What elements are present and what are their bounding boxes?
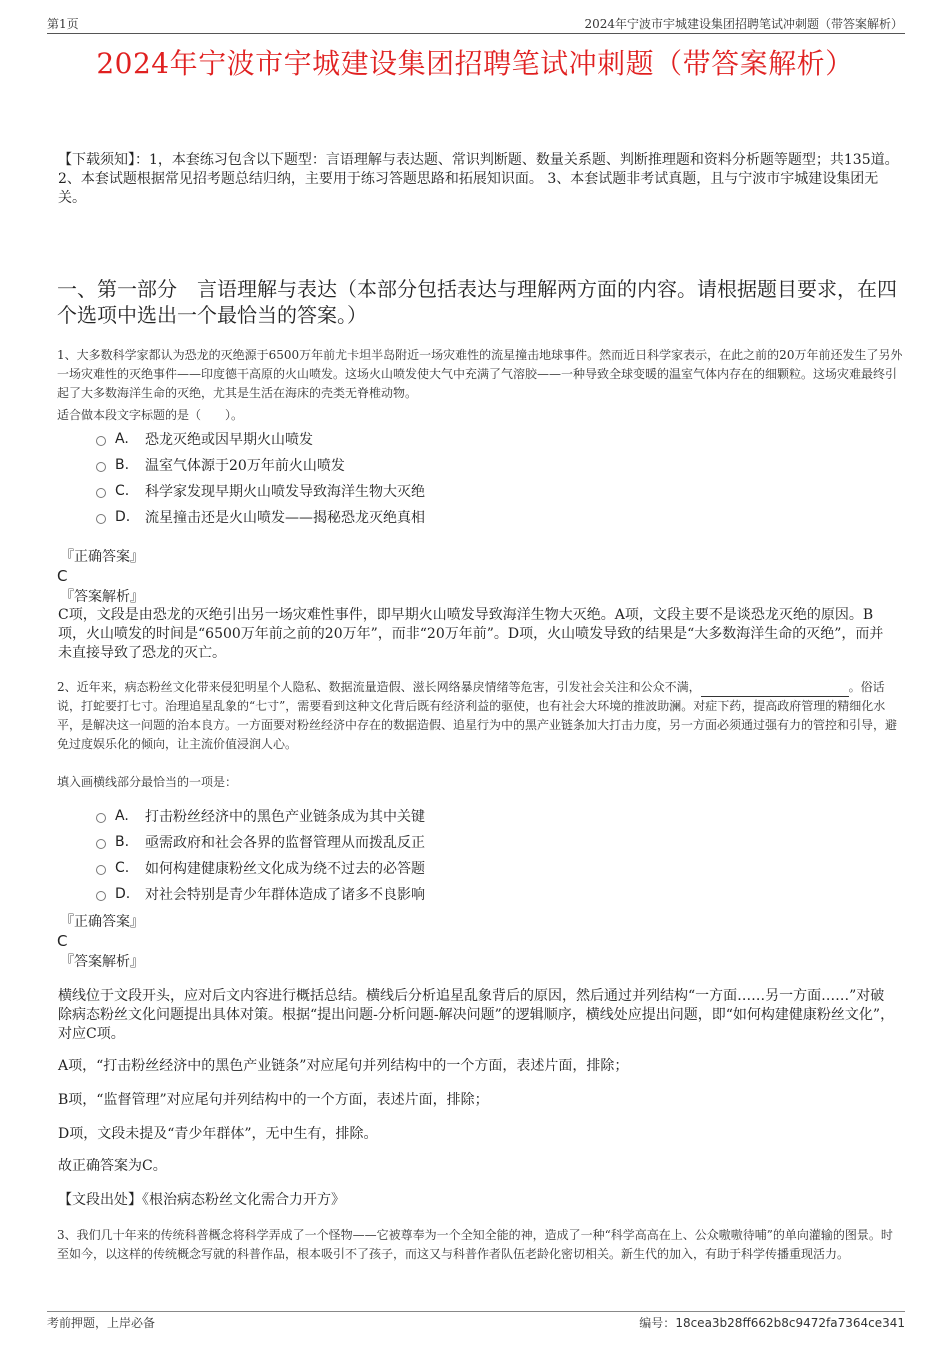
option-letter: A. [115, 808, 129, 824]
header-doc-title: 2024年宁波市宇城建设集团招聘笔试冲刺题（带答案解析） [584, 17, 903, 31]
option-letter: C. [115, 483, 130, 499]
question-2-conclusion: 故正确答案为C。 [58, 1158, 167, 1174]
option-b[interactable] [96, 829, 425, 855]
radio-icon[interactable] [96, 436, 106, 446]
correct-answer-value: C [57, 567, 68, 585]
radio-icon[interactable] [96, 891, 106, 901]
question-2-prompt: 填入画横线部分最恰当的一项是： [57, 775, 238, 789]
option-text: 科学家发现早期火山喷发导致海洋生物大灭绝 [145, 484, 425, 500]
analysis-label: 『答案解析』 [60, 589, 144, 605]
fill-blank [701, 684, 849, 697]
option-letter: B. [115, 834, 130, 850]
radio-icon[interactable] [96, 865, 106, 875]
correct-answer-label: 『正确答案』 [60, 549, 144, 565]
option-d[interactable] [96, 881, 425, 907]
page-number: 第1页 [47, 17, 79, 31]
option-d[interactable] [96, 504, 425, 530]
footer-code-label: 编号： [639, 1316, 676, 1330]
option-letter: D. [115, 886, 131, 902]
question-2-stem-before: 2、近年来，病态粉丝文化带来侵犯明星个人隐私、数据流量造假、滋长网络暴戾情绪等危害，引发社会关注和公众不满， [57, 680, 701, 694]
footer-divider [47, 1311, 905, 1312]
radio-icon[interactable] [96, 462, 106, 472]
correct-answer-label: 『正确答案』 [60, 914, 144, 930]
footer-code [639, 1314, 905, 1331]
option-text: 亟需政府和社会各界的监督管理从而拨乱反正 [145, 835, 425, 851]
question-1-options [96, 426, 425, 530]
option-letter: C. [115, 860, 130, 876]
option-text: 流星撞击还是火山喷发——揭秘恐龙灭绝真相 [145, 510, 425, 526]
radio-icon[interactable] [96, 514, 106, 524]
footer-code-value: 18cea3b28ff662b8c9472fa7364ce341 [675, 1316, 905, 1330]
option-b[interactable] [96, 452, 425, 478]
question-2-stem-after: 。俗话说，打蛇要打七寸。治理追星乱象的“七寸”，需要看到这种文化背后既有经济利益的驱使，也有社会大环境的推波助澜。对症下药，提高政府管理的精细化水平，是解决这一问题的治本良方。一方面要对粉丝经济中存在的数据造假、追星行为中的黑产业链条加大打击力度，另一方面必须通过强有力的管控和引导，避免过度娱乐化的倾向，让主流价值浸润人心。 [57, 680, 898, 751]
download-notice: 【下载须知】：1，本套练习包含以下题型：言语理解与表达题、常识判断题、数量关系题、判断推理题和资料分析题等题型；共135道。 2、本套试题根据常见招考题总结归纳，主要用于练习答题思路和拓展知识面。 3、本套试题非考试真题，且与宁波市宇城建设集团无关。 [58, 152, 899, 206]
option-letter: A. [115, 431, 129, 447]
question-3-stem: 3、我们几十年来的传统科普概念将科学弄成了一个怪物——它被尊奉为一个全知全能的神，造成了一种“科学高高在上、公众嗷嗷待哺”的单向灌输的图景。时至如今，以这样的传统概念写就的科普作品，根本吸引不了孩子，而这又与科普作者队伍老龄化密切相关。新生代的加入，有助于科学传播重现活力。 [57, 1228, 893, 1261]
option-a[interactable] [96, 426, 425, 452]
analysis-label: 『答案解析』 [60, 954, 144, 970]
radio-icon[interactable] [96, 488, 106, 498]
page-title: 2024年宁波市宇城建设集团招聘笔试冲刺题（带答案解析） [96, 47, 854, 80]
correct-answer-value: C [57, 932, 68, 950]
question-1-stem: 1、大多数科学家都认为恐龙的灭绝源于6500万年前尤卡坦半岛附近一场灾难性的流星撞击地球事件。然而近日科学家表示，在此之前的20万年前还发生了另外一场灾难性的灭绝事件——印度德干高原的火山喷发。这场火山喷发使大气中充满了气溶胶——一种导致全球变暖的温室气体内存在的细颗粒。这场灾难最终引起了大多数海洋生命的灭绝，尤其是生活在海床的壳类无脊椎动物。 [57, 348, 903, 400]
option-text: 对社会特别是青少年群体造成了诸多不良影响 [145, 887, 425, 903]
question-2-explanation-d: D项，文段未提及“青少年群体”，无中生有，排除。 [58, 1126, 378, 1142]
option-c[interactable] [96, 478, 425, 504]
option-letter: B. [115, 457, 130, 473]
option-text: 温室气体源于20万年前火山喷发 [145, 458, 345, 474]
option-text: 打击粉丝经济中的黑色产业链条成为其中关键 [145, 809, 425, 825]
option-text: 恐龙灭绝或因早期火山喷发 [145, 432, 313, 448]
question-2-explanation-main: 横线位于文段开头，应对后文内容进行概括总结。横线后分析追星乱象背后的原因，然后通过并列结构“一方面……另一方面……”对破除病态粉丝文化问题提出具体对策。根据“提出问题-分析问题-解决问题”的逻辑顺序，横线处应提出问题，即“如何构建健康粉丝文化”，对应C项。 [58, 988, 895, 1042]
question-2-explanation-a: A项，“打击粉丝经济中的黑色产业链条”对应尾句并列结构中的一个方面，表述片面，排除； [58, 1058, 629, 1074]
footer-slogan: 考前押题，上岸必备 [47, 1316, 156, 1330]
question-2-stem [57, 678, 903, 754]
option-text: 如何构建健康粉丝文化成为绕不过去的必答题 [145, 861, 425, 877]
option-letter: D. [115, 509, 131, 525]
question-2-source: 【文段出处】《根治病态粉丝文化需合力开方》 [58, 1192, 345, 1208]
question-1-explanation: C项，文段是由恐龙的灭绝引出另一场灾难性事件，即早期火山喷发导致海洋生物大灭绝。A项，文段主要不是谈恐龙灭绝的原因。B项，火山喷发的时间是“6500万年前之前的20万年”，而非“20万年前”。D项，火山喷发导致的结果是“大多数海洋生命的灭绝”，而并未直接导致了恐龙的灭亡。 [58, 607, 884, 661]
option-a[interactable] [96, 803, 425, 829]
header-divider [47, 33, 905, 34]
radio-icon[interactable] [96, 839, 106, 849]
question-1-prompt: 适合做本段文字标题的是（ ）。 [57, 408, 244, 422]
section-title: 一、第一部分 言语理解与表达（本部分包括表达与理解两方面的内容。请根据题目要求，在四个选项中选出一个最恰当的答案。） [57, 277, 897, 327]
option-c[interactable] [96, 855, 425, 881]
question-2-options [96, 803, 425, 907]
question-2-explanation-b: B项，“监督管理”对应尾句并列结构中的一个方面，表述片面，排除； [58, 1092, 489, 1108]
radio-icon[interactable] [96, 813, 106, 823]
